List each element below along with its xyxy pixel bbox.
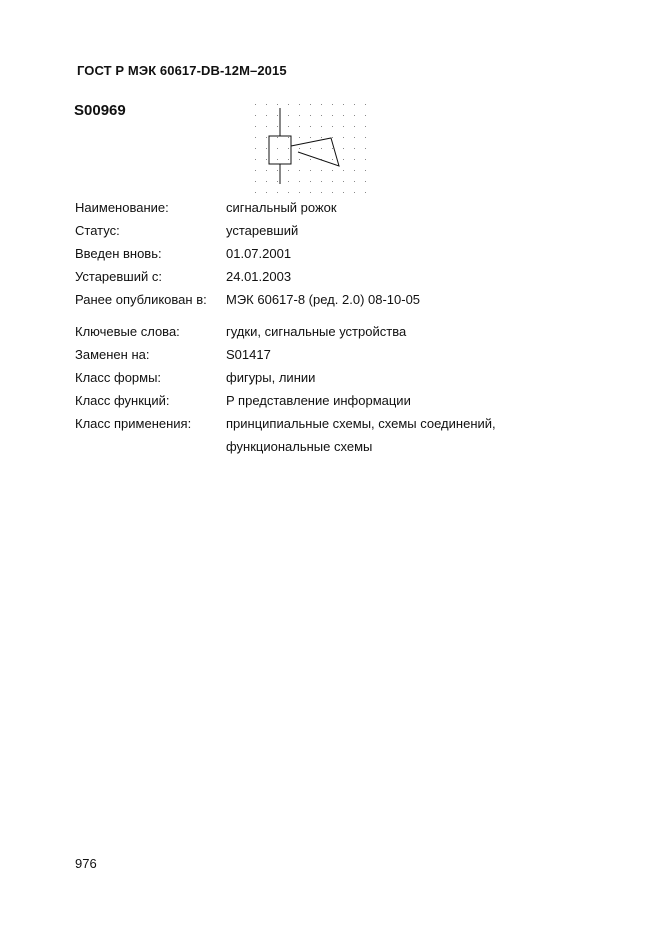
field-value: P представление информации bbox=[226, 393, 411, 408]
field-row-obsolete bbox=[75, 265, 635, 288]
field-label: Статус: bbox=[75, 223, 120, 238]
field-value: сигнальный рожок bbox=[226, 200, 337, 215]
field-label: Класс формы: bbox=[75, 370, 162, 385]
field-value bbox=[226, 412, 635, 458]
field-row-name bbox=[75, 196, 635, 219]
document-header: ГОСТ Р МЭК 60617-DB-12M–2015 bbox=[77, 63, 287, 78]
field-row-function-class bbox=[75, 389, 635, 412]
field-row-application-class bbox=[75, 412, 635, 458]
field-row-published bbox=[75, 288, 635, 311]
field-value: 24.01.2003 bbox=[226, 269, 292, 284]
field-label: Ранее опубликован в: bbox=[75, 292, 207, 307]
field-row-status bbox=[75, 219, 635, 242]
group-gap bbox=[75, 311, 635, 320]
field-row-shape-class bbox=[75, 366, 635, 389]
field-label: Наименование: bbox=[75, 200, 169, 215]
field-value-line: принципиальные схемы, схемы соединений, bbox=[226, 416, 496, 431]
field-row-replaced-by bbox=[75, 343, 635, 366]
field-row-keywords bbox=[75, 320, 635, 343]
field-label: Устаревший с: bbox=[75, 269, 162, 284]
field-label: Класс применения: bbox=[75, 416, 192, 431]
field-label: Ключевые слова: bbox=[75, 324, 180, 339]
field-table bbox=[75, 196, 635, 458]
symbol-code: S00969 bbox=[74, 102, 126, 119]
page-number: 976 bbox=[75, 856, 97, 871]
field-value: МЭК 60617-8 (ред. 2.0) 08-10-05 bbox=[226, 292, 421, 307]
field-value: 01.07.2001 bbox=[226, 246, 292, 261]
field-value: гудки, сигнальные устройства bbox=[226, 324, 407, 339]
signal-horn-icon bbox=[250, 100, 370, 196]
field-row-introduced bbox=[75, 242, 635, 265]
field-value: S01417 bbox=[226, 347, 271, 362]
field-label: Введен вновь: bbox=[75, 246, 162, 261]
field-value-line: функциональные схемы bbox=[226, 439, 373, 454]
field-value: фигуры, линии bbox=[226, 370, 316, 385]
field-value: устаревший bbox=[226, 223, 299, 238]
field-label: Заменен на: bbox=[75, 347, 150, 362]
field-label: Класс функций: bbox=[75, 393, 170, 408]
